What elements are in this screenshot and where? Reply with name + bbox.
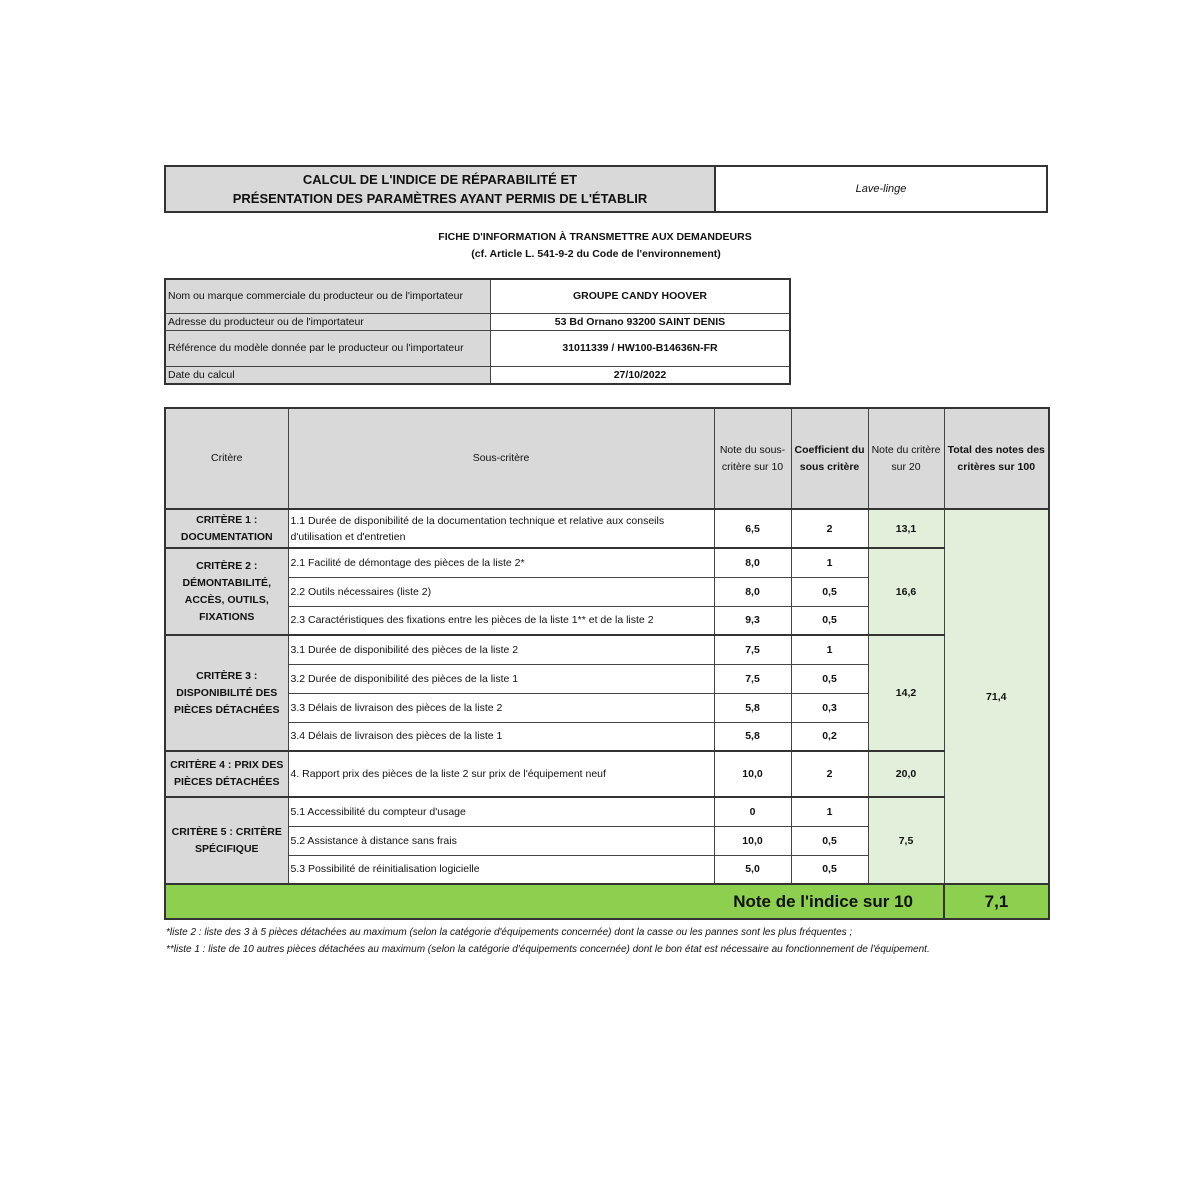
- footnote-liste-2: *liste 2 : liste des 3 à 5 pièces détachées au maximum (selon la catégorie d'équipements concernée) dont la casse ou les pannes sont les plus fréquentes ;: [166, 927, 853, 938]
- document-header: [164, 165, 1048, 213]
- final-score-value: 7,1: [944, 884, 1049, 919]
- header-critere: Critère: [165, 408, 288, 509]
- header-coefficient: Coefficient du sous critère: [791, 408, 868, 509]
- sub-coefficient: 2: [791, 509, 868, 548]
- sub-score: 5,0: [714, 855, 791, 884]
- subtitle: [164, 229, 1048, 263]
- sub-criterion: 2.3 Caractéristiques des fixations entre les pièces de la liste 1** et de la liste 2: [288, 606, 714, 635]
- header-total: Total des notes des critères sur 100: [944, 408, 1049, 509]
- table-header-row: [165, 408, 1049, 509]
- table-row: [165, 797, 1049, 826]
- criterion-2-label: CRITÈRE 2 : DÉMONTABILITÉ, ACCÈS, OUTILS, FIXATIONS: [165, 548, 288, 635]
- sub-coefficient: 0,2: [791, 722, 868, 751]
- sub-score: 8,0: [714, 548, 791, 577]
- info-value: GROUPE CANDY HOOVER: [491, 279, 791, 313]
- info-value: 53 Bd Ornano 93200 SAINT DENIS: [491, 313, 791, 330]
- info-row: [165, 279, 790, 313]
- sub-coefficient: 0,5: [791, 664, 868, 693]
- header-note-critere: Note du critère sur 20: [868, 408, 944, 509]
- sub-coefficient: 0,5: [791, 577, 868, 606]
- sub-criterion: 5.1 Accessibilité du compteur d'usage: [288, 797, 714, 826]
- sub-criterion: 5.3 Possibilité de réinitialisation logicielle: [288, 855, 714, 884]
- info-row: [165, 366, 790, 384]
- sub-score: 10,0: [714, 751, 791, 797]
- producer-info-table: [164, 278, 791, 385]
- sub-score: 0: [714, 797, 791, 826]
- info-row: [165, 330, 790, 366]
- criterion-3-note: 14,2: [868, 635, 944, 751]
- sub-coefficient: 1: [791, 548, 868, 577]
- document-title: [166, 167, 716, 211]
- subtitle-line-2: (cf. Article L. 541-9-2 du Code de l'environnement): [471, 248, 721, 260]
- total-score: 71,4: [944, 509, 1049, 884]
- sub-coefficient: 0,3: [791, 693, 868, 722]
- criterion-4-label: CRITÈRE 4 : PRIX DES PIÈCES DÉTACHÉES: [165, 751, 288, 797]
- table-row: [165, 751, 1049, 797]
- repairability-table: [164, 407, 1050, 920]
- sub-criterion: 2.2 Outils nécessaires (liste 2): [288, 577, 714, 606]
- sub-criterion: 3.4 Délais de livraison des pièces de la liste 1: [288, 722, 714, 751]
- header-note-sous-critere: Note du sous-critère sur 10: [714, 408, 791, 509]
- sub-score: 5,8: [714, 693, 791, 722]
- info-label: Date du calcul: [165, 366, 491, 384]
- sub-score: 10,0: [714, 826, 791, 855]
- sub-coefficient: 1: [791, 635, 868, 664]
- info-value: 31011339 / HW100-B14636N-FR: [491, 330, 791, 366]
- sub-coefficient: 2: [791, 751, 868, 797]
- criterion-2-note: 16,6: [868, 548, 944, 635]
- table-row: [165, 548, 1049, 577]
- criterion-1-note: 13,1: [868, 509, 944, 548]
- footnotes: [166, 924, 1026, 958]
- sub-criterion: 4. Rapport prix des pièces de la liste 2 sur prix de l'équipement neuf: [288, 751, 714, 797]
- criterion-4-note: 20,0: [868, 751, 944, 797]
- info-row: [165, 313, 790, 330]
- sub-criterion: 3.2 Durée de disponibilité des pièces de la liste 1: [288, 664, 714, 693]
- info-label: Nom ou marque commerciale du producteur ou de l'importateur: [165, 279, 491, 313]
- sub-score: 6,5: [714, 509, 791, 548]
- criterion-5-label: CRITÈRE 5 : CRITÈRE SPÉCIFIQUE: [165, 797, 288, 884]
- sub-criterion: 5.2 Assistance à distance sans frais: [288, 826, 714, 855]
- sub-score: 9,3: [714, 606, 791, 635]
- product-category: Lave-linge: [855, 183, 907, 195]
- sub-score: 8,0: [714, 577, 791, 606]
- sub-criterion: 3.1 Durée de disponibilité des pièces de la liste 2: [288, 635, 714, 664]
- footnote-liste-1: **liste 1 : liste de 10 autres pièces détachées au maximum (selon la catégorie d'équipements concernée) dont le bon état est nécessaire au fonctionnement de l'équipement.: [166, 944, 930, 955]
- criterion-1-label: CRITÈRE 1 : DOCUMENTATION: [165, 509, 288, 548]
- sub-score: 5,8: [714, 722, 791, 751]
- sub-coefficient: 1: [791, 797, 868, 826]
- sub-score: 7,5: [714, 664, 791, 693]
- info-label: Référence du modèle donnée par le producteur ou l'importateur: [165, 330, 491, 366]
- info-label: Adresse du producteur ou de l'importateur: [165, 313, 491, 330]
- table-row: [165, 509, 1049, 548]
- sub-coefficient: 0,5: [791, 826, 868, 855]
- sub-criterion: 1.1 Durée de disponibilité de la documentation technique et relative aux conseils d'utilisation et d'entretien: [288, 509, 714, 548]
- sub-score: 7,5: [714, 635, 791, 664]
- sub-criterion: 2.1 Facilité de démontage des pièces de la liste 2*: [288, 548, 714, 577]
- subtitle-line-1: FICHE D'INFORMATION À TRANSMETTRE AUX DEMANDEURS: [438, 231, 752, 243]
- title-line-1: CALCUL DE L'INDICE DE RÉPARABILITÉ ET: [302, 172, 578, 187]
- criterion-5-note: 7,5: [868, 797, 944, 884]
- final-score-row: [165, 884, 1049, 919]
- header-sous-critere: Sous-critère: [288, 408, 714, 509]
- sub-coefficient: 0,5: [791, 855, 868, 884]
- criterion-3-label: CRITÈRE 3 : DISPONIBILITÉ DES PIÈCES DÉTACHÉES: [165, 635, 288, 751]
- title-line-2: PRÉSENTATION DES PARAMÈTRES AYANT PERMIS DE L'ÉTABLIR: [232, 191, 648, 206]
- table-row: [165, 635, 1049, 664]
- sub-coefficient: 0,5: [791, 606, 868, 635]
- sub-criterion: 3.3 Délais de livraison des pièces de la liste 2: [288, 693, 714, 722]
- info-value: 27/10/2022: [491, 366, 791, 384]
- final-score-label: Note de l'indice sur 10: [165, 884, 944, 919]
